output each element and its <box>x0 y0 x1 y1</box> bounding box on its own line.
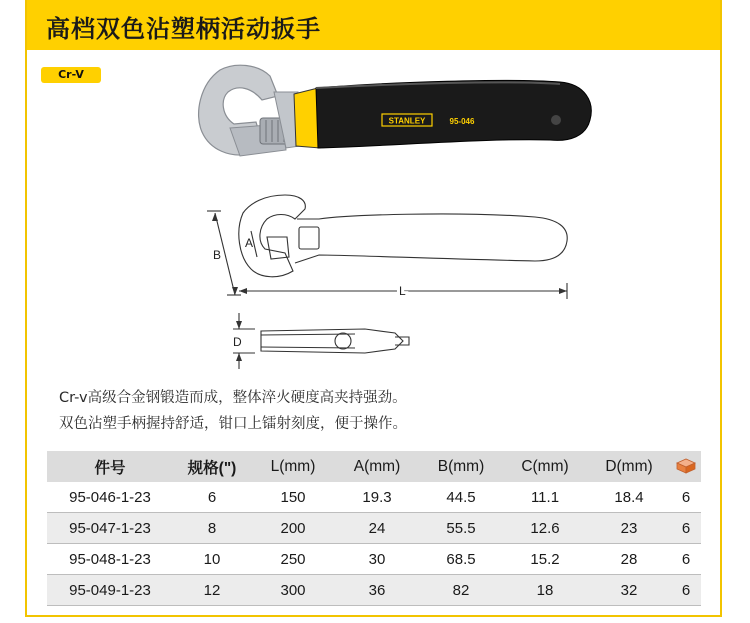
material-badge: Cr-V <box>41 67 101 83</box>
description-line-1: Cr-v高级合金钢锻造而成，整体淬火硬度高夹持强劲。 <box>59 390 407 406</box>
cell-size: 8 <box>173 513 251 544</box>
cell-a: 19.3 <box>335 482 419 513</box>
cell-pack: 6 <box>671 513 701 544</box>
cell-part-number: 95-047-1-23 <box>47 513 173 544</box>
cell-d: 32 <box>587 575 671 606</box>
box-icon <box>675 458 697 474</box>
cell-c: 12.6 <box>503 513 587 544</box>
cell-a: 36 <box>335 575 419 606</box>
model-label: 95-046 <box>449 117 475 126</box>
cell-part-number: 95-046-1-23 <box>47 482 173 513</box>
cell-pack: 6 <box>671 575 701 606</box>
cell-b: 55.5 <box>419 513 503 544</box>
wrench-photo <box>190 62 600 172</box>
cell-l: 300 <box>251 575 335 606</box>
col-c: C(mm) <box>503 451 587 482</box>
table-header-row <box>47 451 701 482</box>
cell-b: 68.5 <box>419 544 503 575</box>
cell-size: 10 <box>173 544 251 575</box>
cell-c: 15.2 <box>503 544 587 575</box>
label-a: A <box>245 236 254 250</box>
brand-label: STANLEY <box>388 116 426 126</box>
table-row <box>47 513 701 544</box>
cell-l: 150 <box>251 482 335 513</box>
label-l: L <box>399 284 406 298</box>
col-a: A(mm) <box>335 451 419 482</box>
cell-d: 28 <box>587 544 671 575</box>
label-d: D <box>233 335 242 349</box>
table-row <box>47 544 701 575</box>
cell-pack: 6 <box>671 482 701 513</box>
cell-size: 6 <box>173 482 251 513</box>
description-line-2: 双色沾塑手柄握持舒适，钳口上镭射刻度，便于操作。 <box>59 416 407 432</box>
cell-part-number: 95-048-1-23 <box>47 544 173 575</box>
cell-b: 44.5 <box>419 482 503 513</box>
dimension-diagram <box>195 183 585 378</box>
spec-table <box>47 451 701 606</box>
col-part-number: 件号 <box>47 451 173 482</box>
page-title: 高档双色沾塑柄活动扳手 <box>46 15 321 43</box>
table-row <box>47 575 701 606</box>
cell-l: 200 <box>251 513 335 544</box>
cell-a: 24 <box>335 513 419 544</box>
cell-size: 12 <box>173 575 251 606</box>
col-pack <box>671 451 701 482</box>
cell-d: 18.4 <box>587 482 671 513</box>
table-row <box>47 482 701 513</box>
cell-a: 30 <box>335 544 419 575</box>
col-l: L(mm) <box>251 451 335 482</box>
cell-d: 23 <box>587 513 671 544</box>
col-b: B(mm) <box>419 451 503 482</box>
cell-l: 250 <box>251 544 335 575</box>
cell-part-number: 95-049-1-23 <box>47 575 173 606</box>
col-d: D(mm) <box>587 451 671 482</box>
label-b: B <box>213 248 222 262</box>
cell-c: 11.1 <box>503 482 587 513</box>
cell-c: 18 <box>503 575 587 606</box>
cell-b: 82 <box>419 575 503 606</box>
col-size: 规格(") <box>173 451 251 482</box>
cell-pack: 6 <box>671 544 701 575</box>
